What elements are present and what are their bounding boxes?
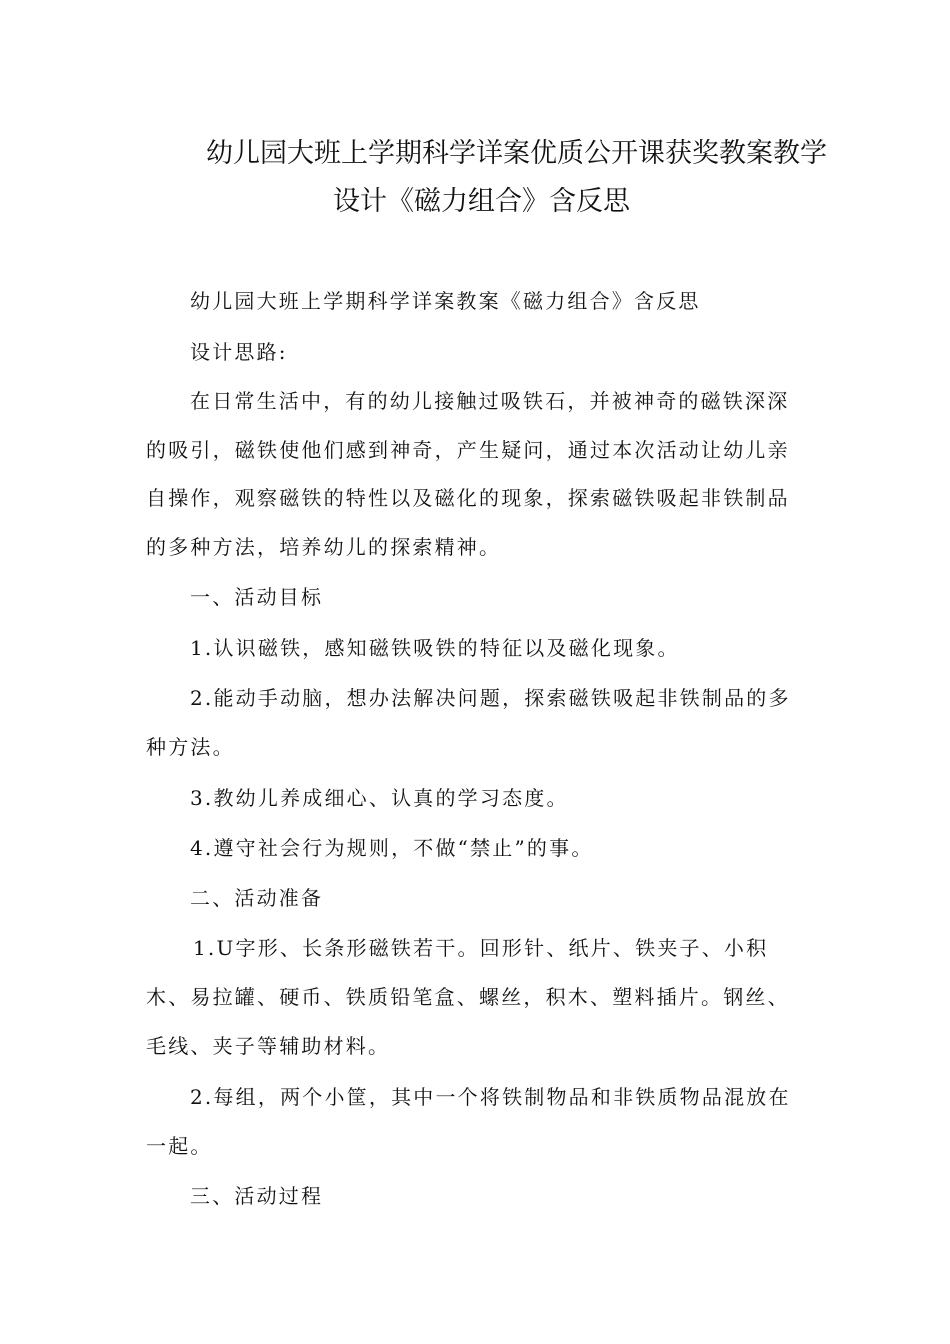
list-item-continuation: 木、易拉罐、硬币、铁质铅笔盒、螺丝，积木、塑料插片。钢丝、 [146,985,790,1009]
paragraph-line: 自操作，观察磁铁的特性以及磁化的现象，探索磁铁吸起非铁制品 [146,486,790,510]
list-item: 2.每组，两个小筐，其中一个将铁制物品和非铁质物品混放在 [190,1085,791,1109]
list-item: 4.遵守社会行为规则，不做“禁止”的事。 [190,836,594,860]
document-title-line-1: 幼儿园大班上学期科学详案优质公开课获奖教案教学 [206,138,827,169]
list-item: 2.能动手动脑，想办法解决问题，探索磁铁吸起非铁制品的多 [190,686,791,710]
paragraph-line: 的吸引，磁铁使他们感到神奇，产生疑问，通过本次活动让幼儿亲 [146,438,790,462]
document-title-line-2: 设计《磁力组合》含反思 [333,186,630,217]
paragraph-line: 在日常生活中，有的幼儿接触过吸铁石，并被神奇的磁铁深深 [190,389,790,413]
list-item: 3.教幼儿养成细心、认真的学习态度。 [190,786,569,810]
list-item-continuation: 毛线、夹子等辅助材料。 [146,1034,391,1058]
paragraph-line: 的多种方法，培养幼儿的探索精神。 [146,535,502,559]
list-item: 1.认识磁铁，感知磁铁吸铁的特征以及磁化现象。 [190,636,680,660]
subtitle-line: 幼儿园大班上学期科学详案教案《磁力组合》含反思 [190,289,701,313]
section-heading-goals: 一、活动目标 [190,585,324,609]
list-item-continuation: 种方法。 [146,735,235,759]
section-heading-preparation: 二、活动准备 [190,886,324,910]
list-item-continuation: 一起。 [146,1134,213,1158]
section-heading-design: 设计思路: [190,340,288,364]
section-heading-process: 三、活动过程 [190,1184,324,1208]
list-item: 1.U字形、长条形磁铁若干。回形针、纸片、铁夹子、小积 [193,936,769,960]
